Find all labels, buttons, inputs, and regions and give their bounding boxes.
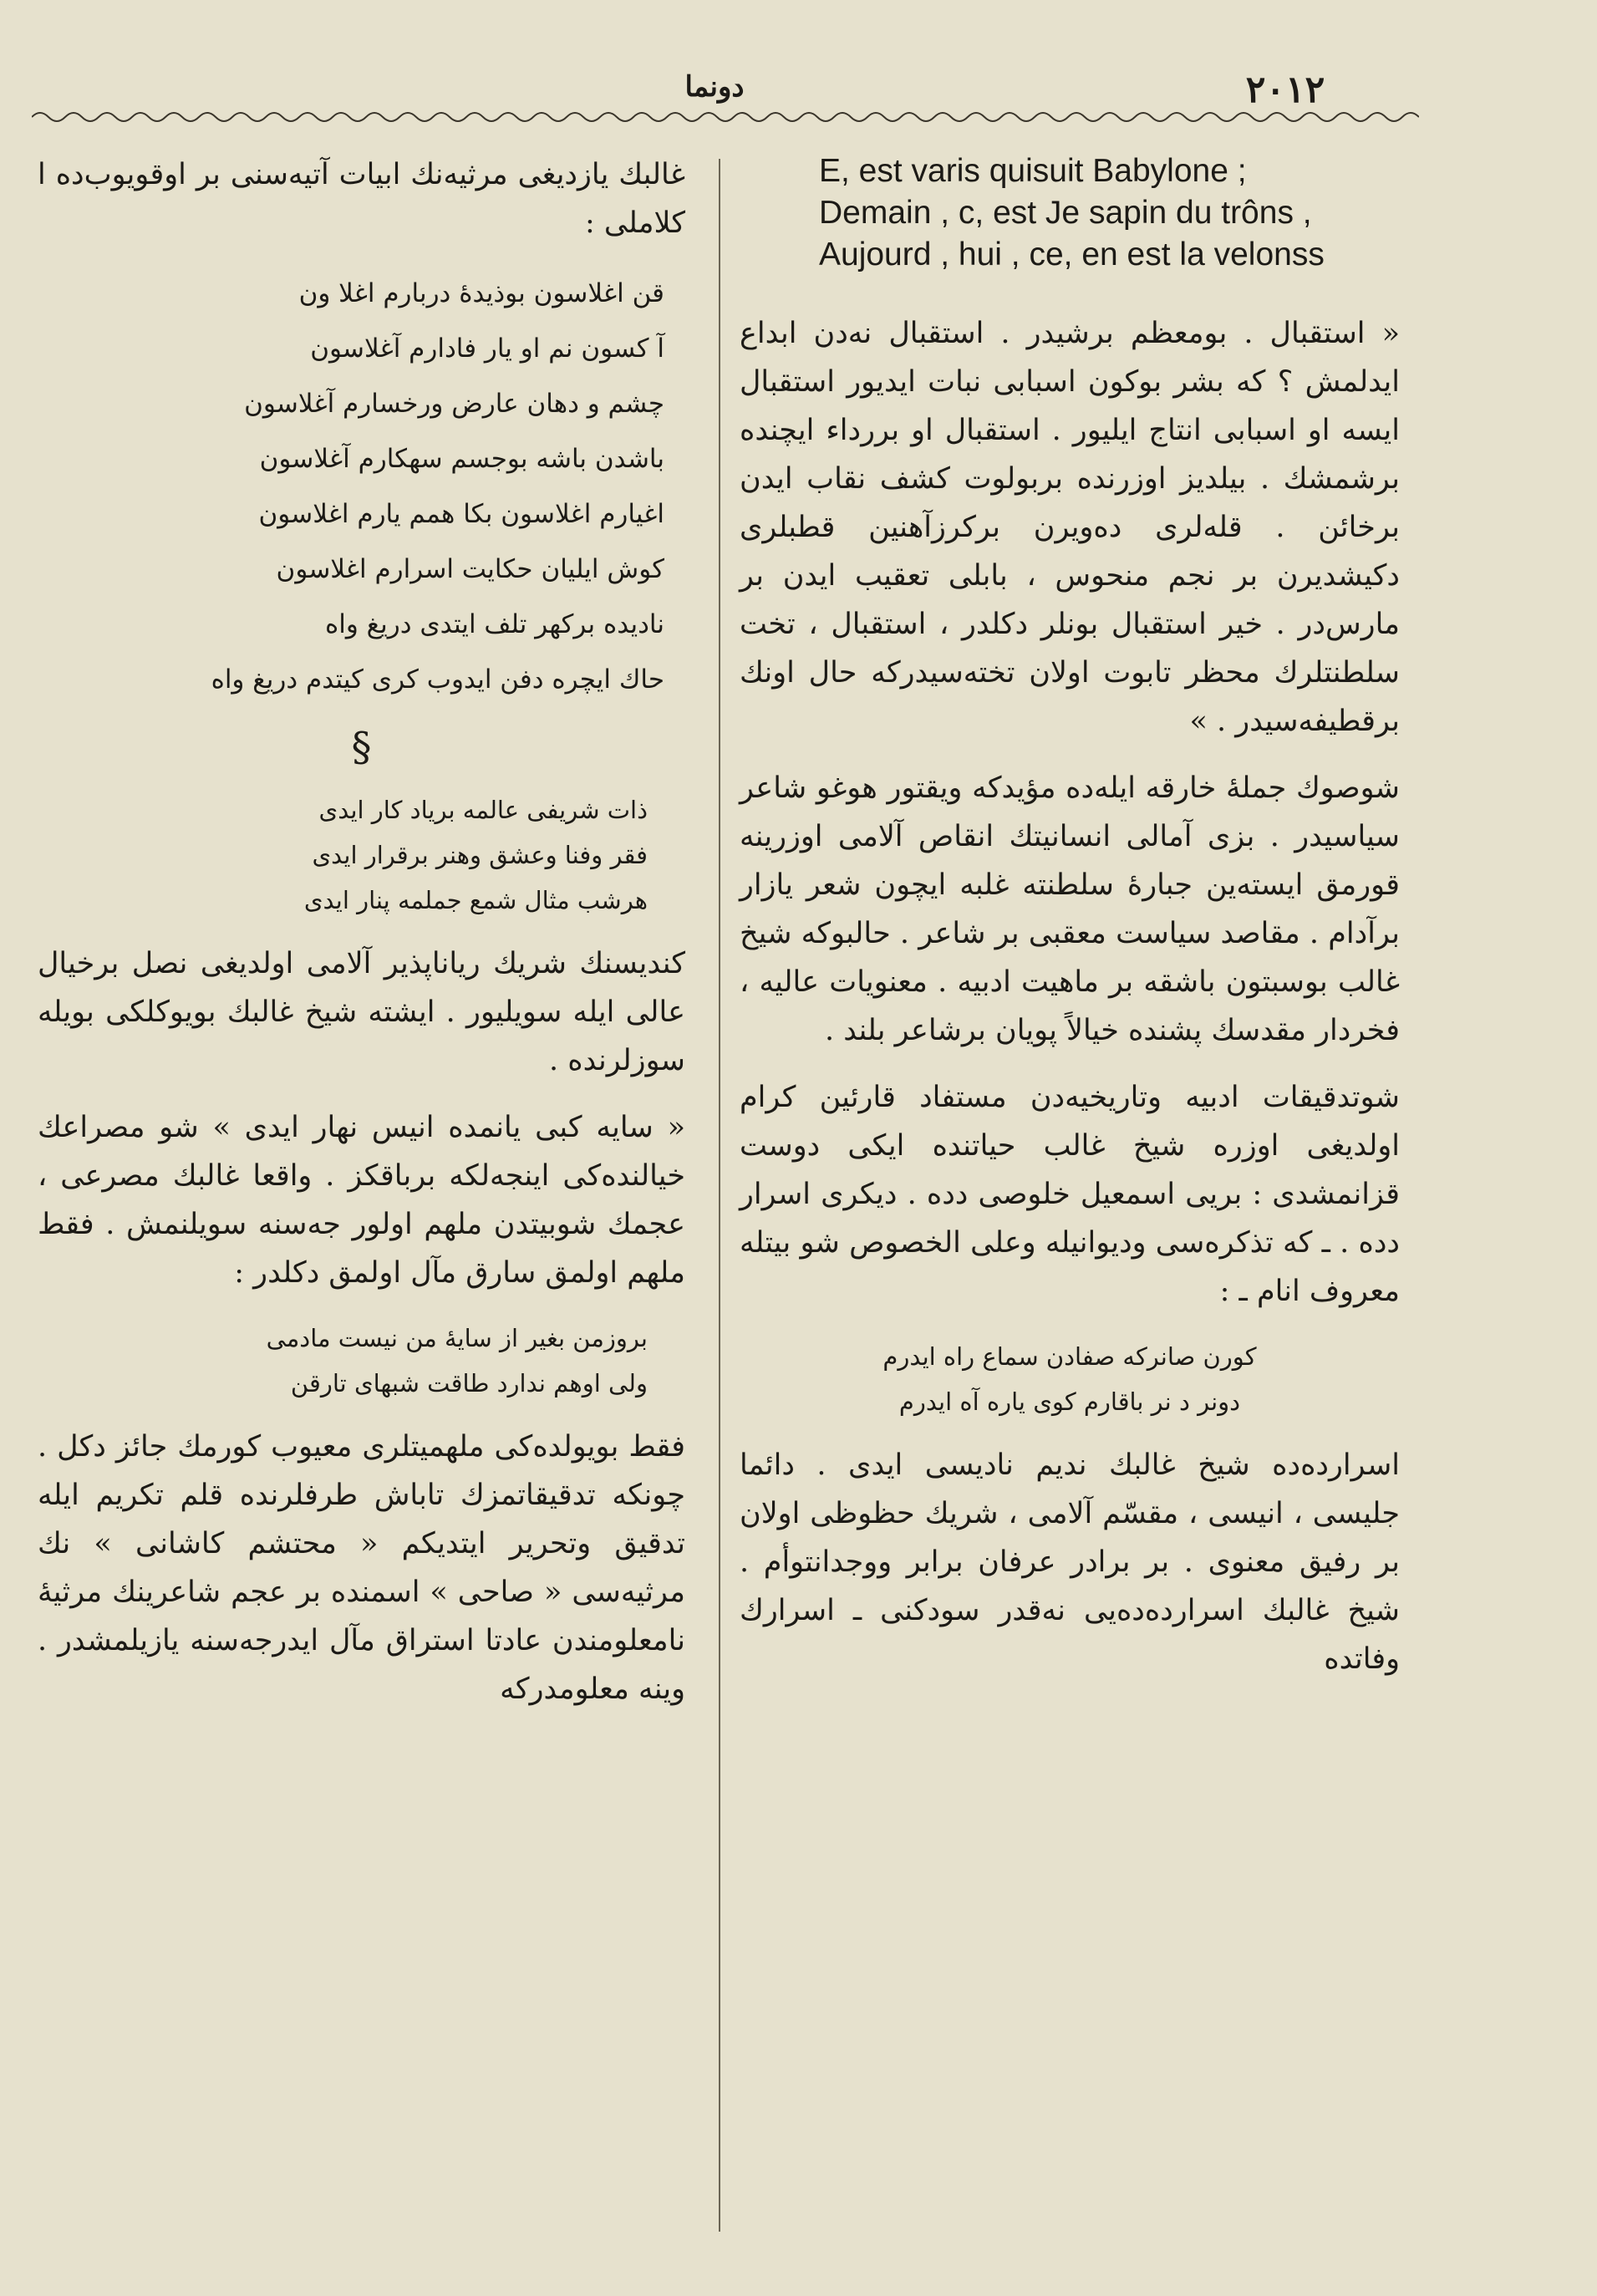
verse-line: اغيارم اغلاسون بكا همم يارم اغلاسون — [258, 499, 664, 529]
paragraph: كنديسنك شريك رياناپذير آلامى اولديغى نصل برخيال عالى ايله سويليور . ايشته شيخ غالبك بويوكلكى بويله سوزلرنده . — [38, 947, 685, 1077]
verse-line: كورن صانركه صفادن سماع راه ايدرم — [882, 1342, 1257, 1371]
right-column — [740, 150, 1400, 1702]
paragraph: « سايه كبى يانمده انيس نهار ايدى » شو مصراعك خيالنده‌كى اينجه‌لكه برباقكز . واقعا غالبك مصرعى ، عجمك شوبيتدن ملهم اولور جه‌سنه سويلنمش . فقط ملهم اولمق سارق مآل اولمق دكلدر : — [38, 1111, 685, 1290]
french-line: Demain , c, est Je sapin du trôns , — [819, 195, 1312, 231]
paragraph: فقط بويولده‌كى ملهميتلرى معيوب كورمك جائز دكل . چونكه تدقيقاتمزك تاباش طرفلرنده قلم تكريم ايله تدقيق وتحرير ايتديكم « محتشم كاشانى » نك مرثيه‌سى « صاحى » اسمنده بر عجم شاعرينك مرثيهٔ نامعلومندن عادتا استراق مآل ايدرجه‌سنه يازيلمشدر . وينه معلومدركه — [38, 1430, 685, 1706]
verse-line: دونر د نر باقارم كوى ياره آه ايدرم — [898, 1387, 1241, 1416]
verse-block — [740, 1334, 1400, 1424]
paragraph: شوصوك جملهٔ خارقه ايله‌ده مؤيدكه ويقتور هوغو شاعر سياسيدر . بزى آمالى انسانيتك انقاص آلامى اوزرينه قورمق ايسته‌ين جبارهٔ سلطنته غلبه ايچون شعر يازار برآدام . مقاصد سياست معقبى بر شاعر . حالبوكه شيخ غالب بوسبتون باشقه بر ماهيت ادبيه . معنويات عاليه ، فخردار مقدسك پشنده خيالاً پويان برشاعر بلند . — [740, 771, 1400, 1047]
verse-line: حاك ايچره دفن ايدوب كرى كيتدم دريغ واه — [211, 664, 664, 695]
verse-line: هرشب مثال شمع جملمه پنار ايدى — [303, 886, 648, 914]
header-wavy-rule — [32, 107, 1419, 127]
paragraph: غالبك يازديغى مرثيه‌نك ابيات آتيه‌سنى بر اوقويوب‌ده ا كلاملى : — [38, 158, 685, 240]
paragraph: شوتدقيقات ادبيه وتاريخيه‌دن مستفاد قارئين كرام اولديغى اوزره شيخ غالب حياتنده ايكى دوست قزانمشدى : بريى اسمعيل خلوصى دده . ديكرى اسرار دده . ـ كه تذكره‌سى وديوانيله وعلى الخصوص شو بيتله معروف انام ـ : — [740, 1081, 1400, 1308]
french-line: Aujourd , hui , ce, en est la velonss — [819, 237, 1325, 272]
left-column — [38, 150, 685, 1732]
verse-block — [38, 266, 685, 707]
verse-line: بروزمن بغير از سايهٔ من نيست مادمى — [266, 1324, 648, 1352]
verse-line: آ كسون نم او يار فادارم آغلاسون — [310, 333, 664, 364]
verse-line: چشم و دهان عارض ورخسارم آغلاسون — [244, 389, 664, 419]
paragraph: اسرارده‌ده شيخ غالبك نديم ناديسى ايدى . دائما جليسى ، انيسى ، مقسّم آلامى ، شريك حظوظى اولان بر رفيق معنوى . بر برادر عرفان برابر ووجدانتوأم . شيخ غالبك اسرارده‌ده‌يى نه‌قدر سودكنى ـ اسرارك وفاتده — [740, 1448, 1400, 1676]
verse-line: ولى اوهم ندارد طاقت شبهاى تارقن — [290, 1369, 648, 1397]
verse-block — [38, 1316, 685, 1406]
verse-line: قن اغلاسون بوذيدهٔ دربارم اغلا ون — [298, 278, 664, 308]
running-title: دونما — [684, 70, 745, 104]
verse-line: فقر وفنا وعشق وهنر برقرار ايدى — [312, 841, 648, 869]
page-number: ٢٠١٢ — [1245, 69, 1325, 111]
verse-block — [38, 787, 685, 923]
column-divider — [719, 159, 720, 2232]
verse-line: كوش ايليان حكايت اسرارم اغلاسون — [276, 554, 664, 584]
verse-line: ناديده بركهر تلف ايتدى دريغ واه — [324, 609, 664, 639]
verse-line: ذات شريفى عالمه برياد كار ايدى — [318, 796, 648, 824]
french-line: E, est varis quisuit Babylone ; — [819, 153, 1247, 189]
paragraph: « استقبال . بومعظم برشيدر . استقبال نه‌دن ابداع ايدلمش ؟ كه بشر بوكون اسبابى نبات ايديور استقبال ايسه او اسبابى انتاج ايليور . استقبال او بررداء ايچنده برشمشك . بيلديز اوزرنده بربولوت كشف نقاب ايدن برخائن . قله‌لرى ده‌ويرن بركرزآهنين قطبلرى دكيشديرن بر نجم منحوس ، بابلى تعقيب ايدن بر مارس‌در . خير استقبال بونلر دكلدر ، استقبال ، تخت سلطنتلرك محظر تابوت اولان تخته‌سيدركه حال اونك برقطيفه‌سيدر . » — [740, 317, 1400, 738]
verse-line: باشدن باشه بوجسم سهكارم آغلاسون — [259, 444, 664, 474]
section-mark: § — [351, 724, 372, 771]
french-quote — [819, 150, 1400, 276]
